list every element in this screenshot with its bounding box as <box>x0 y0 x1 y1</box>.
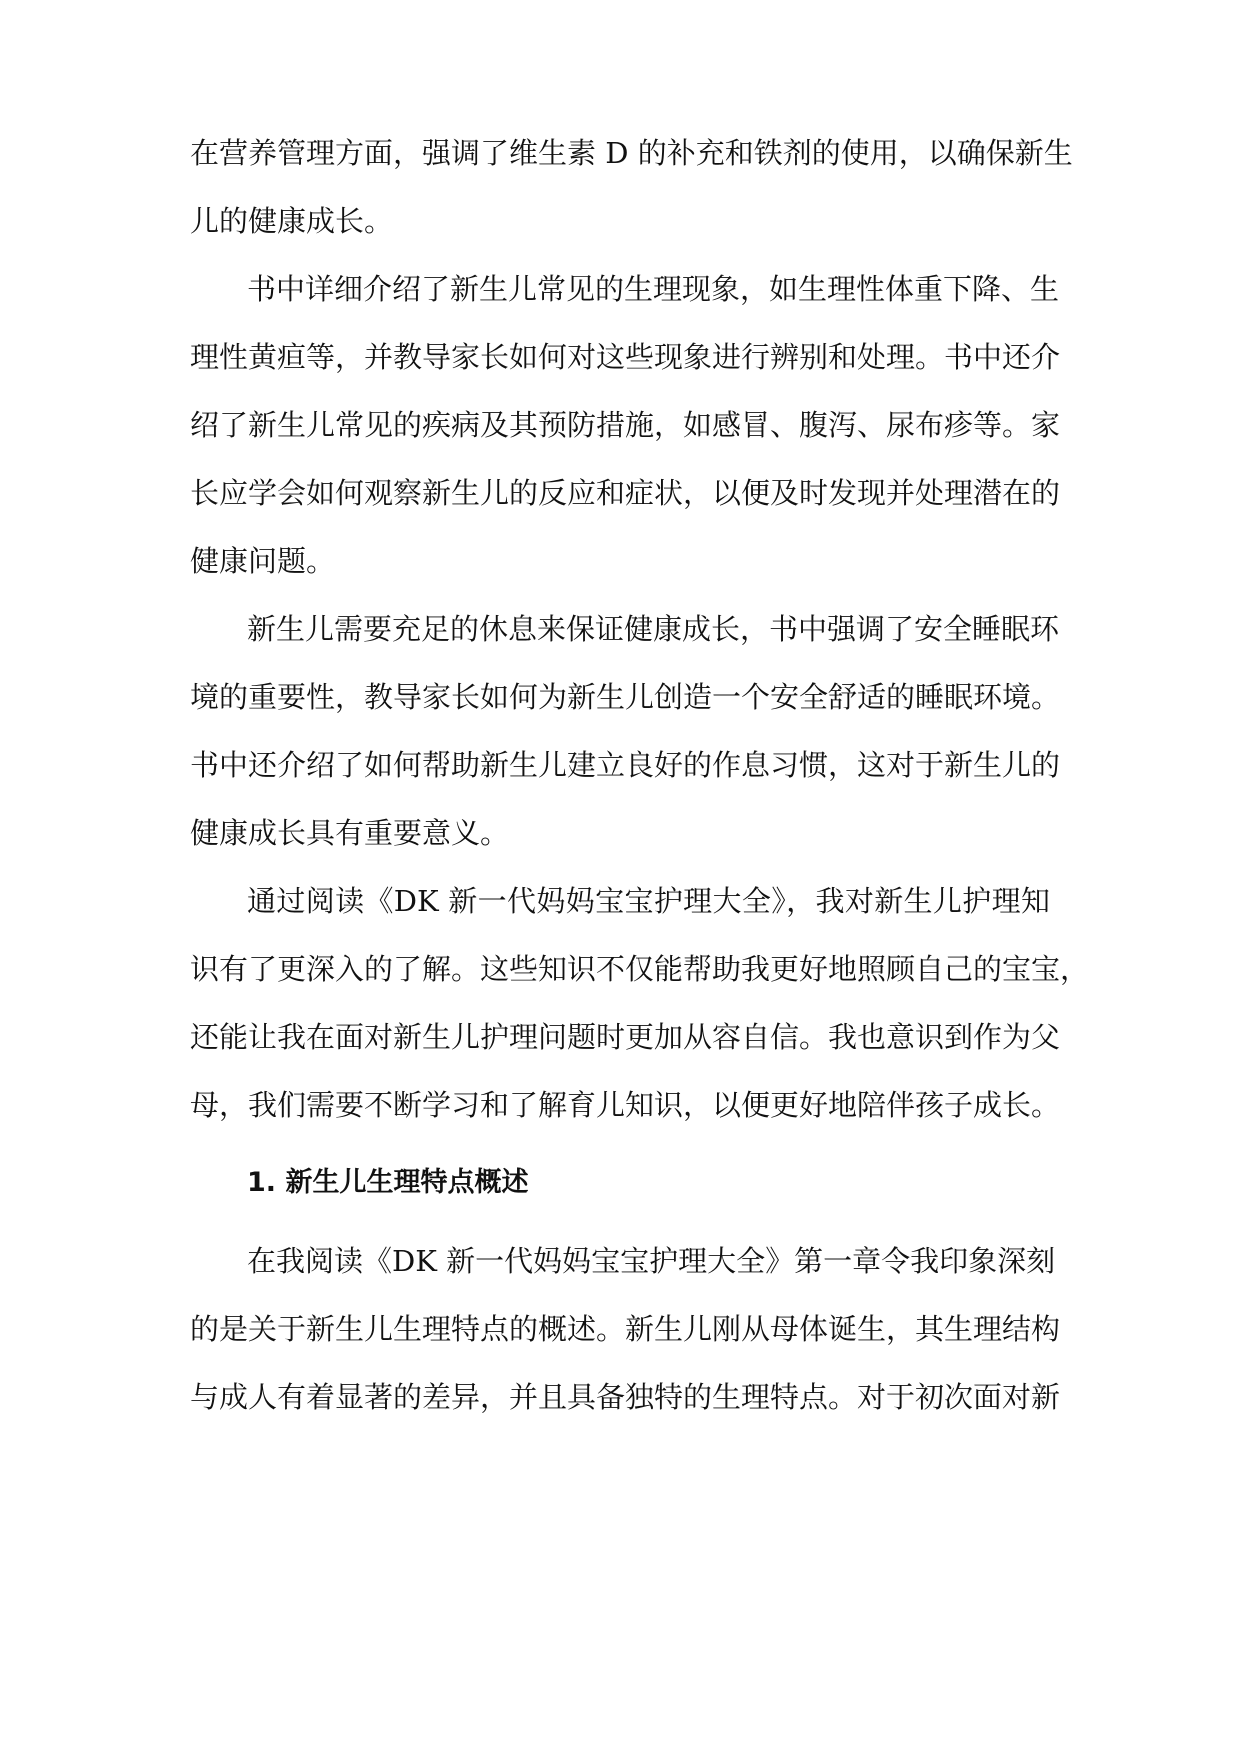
paragraph-line: 绍了新生儿常见的疾病及其预防措施，如感冒、腹泻、尿布疹等。家 <box>190 408 1061 442</box>
paragraph-line: 还能让我在面对新生儿护理问题时更加从容自信。我也意识到作为父 <box>190 1020 1061 1054</box>
paragraph-line: 书中详细介绍了新生儿常见的生理现象，如生理性体重下降、生 <box>247 272 1060 306</box>
paragraph-line: 新生儿需要充足的休息来保证健康成长，书中强调了安全睡眠环 <box>247 612 1060 646</box>
paragraph-line: 书中还介绍了如何帮助新生儿建立良好的作息习惯，这对于新生儿的 <box>190 748 1061 782</box>
paragraph-line: 与成人有着显著的差异，并且具备独特的生理特点。对于初次面对新 <box>190 1380 1061 1414</box>
paragraph-line: 理性黄疸等，并教导家长如何对这些现象进行辨别和处理。书中还介 <box>190 340 1061 374</box>
paragraph-line: 识有了更深入的了解。这些知识不仅能帮助我更好地照顾自己的宝宝， <box>190 952 1090 986</box>
paragraph-line: 母，我们需要不断学习和了解育儿知识，以便更好地陪伴孩子成长。 <box>190 1088 1061 1122</box>
paragraph-line: 境的重要性，教导家长如何为新生儿创造一个安全舒适的睡眠环境。 <box>190 680 1061 714</box>
paragraph-line: 的是关于新生儿生理特点的概述。新生儿刚从母体诞生，其生理结构 <box>190 1312 1061 1346</box>
paragraph-line: 健康问题。 <box>190 544 336 578</box>
paragraph-line: 长应学会如何观察新生儿的反应和症状，以便及时发现并处理潜在的 <box>190 476 1061 510</box>
paragraph-line: 通过阅读《DK 新一代妈妈宝宝护理大全》，我对新生儿护理知 <box>247 884 1050 918</box>
paragraph-line: 在我阅读《DK 新一代妈妈宝宝护理大全》第一章令我印象深刻 <box>247 1244 1056 1278</box>
paragraph-line: 健康成长具有重要意义。 <box>190 816 510 850</box>
paragraph-line: 儿的健康成长。 <box>190 204 394 238</box>
paragraph-line: 在营养管理方面，强调了维生素 D 的补充和铁剂的使用，以确保新生 <box>190 136 1073 170</box>
section-heading: 1. 新生儿生理特点概述 <box>247 1167 529 1198</box>
